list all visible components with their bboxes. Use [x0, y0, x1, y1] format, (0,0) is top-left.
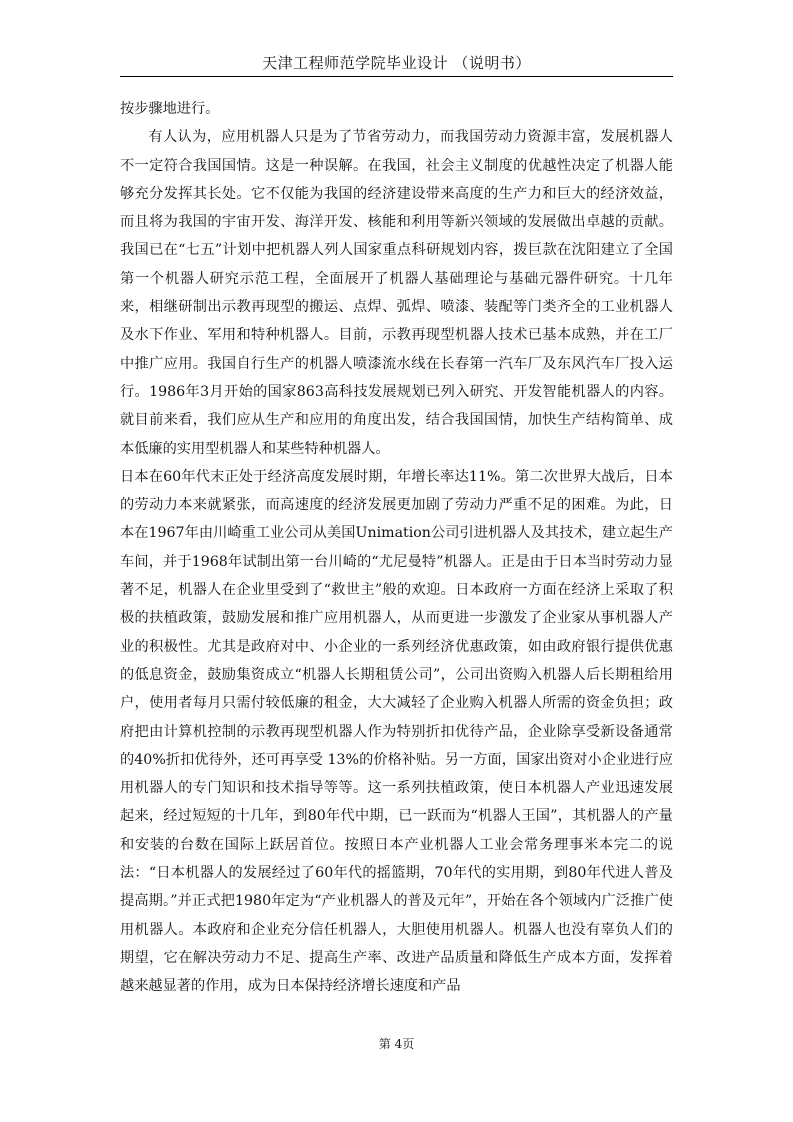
paragraph-china-robotics: 有人认为，应用机器人只是为了节省劳动力，而我国劳动力资源丰富，发展机器人不一定符合我国国情。这是一种误解。在我国，社会主义制度的优越性决定了机器人能够充分发挥其长处。它不仅能为我国的经济建设带来高度的生产力和巨大的经济效益，而且将为我国的宇宙开发、海洋开发、核能和利用等新兴领域的发展做出卓越的贡献。我国已在“七五”计划中把机器人列人国家重点科研规划内容，拨巨款在沈阳建立了全国第一个机器人研究示范工程，全面展开了机器人基础理论与基础元器件研究。十几年来，相继研制出示教再现型的搬运、点焊、弧焊、喷漆、装配等门类齐全的工业机器人及水下作业、军用和特种机器人。目前，示教再现型机器人技术已基本成熟，并在工厂中推广应用。我国自行生产的机器人喷漆流水线在长春第一汽车厂及东风汽车厂投入运行。1986年3月开始的国家863高科技发展规划已列入研究、开发智能机器人的内容。就目前来看，我们应从生产和应用的角度出发，结合我国国情，加快生产结构简单、成本低廉的实用型机器人和某些特种机器人。: [120, 129, 673, 457]
document-body: [120, 95, 673, 1001]
paragraph-continuation: 按步骤地进行。: [120, 101, 220, 117]
header-divider: [120, 76, 673, 77]
paragraph-japan-robotics: 日本在60年代末正处于经济高度发展时期，年增长率达11%。第二次世界大战后，日本的劳动力本来就紧张，而高速度的经济发展更加剧了劳动力严重不足的困难。为此，日本在1967年由川崎重工业公司从美国Unimation公司引进机器人及其技术，建立起生产车间，并于1968年试制出第一台川崎的“尤尼曼特”机器人。正是由于日本当时劳动力显著不足，机器人在企业里受到了“救世主”般的欢迎。日本政府一方面在经济上采取了积极的扶植政策，鼓励发展和推广应用机器人，从而更进一步激发了企业家从事机器人产业的积极性。尤其是政府对中、小企业的一系列经济优惠政策，如由政府银行提供优惠的低息资金，鼓励集资成立“机器人长期租赁公司”，公司出资购入机器人后长期租给用户，使用者每月只需付较低廉的租金，大大减轻了企业购入机器人所需的资金负担；政府把由计算机控制的示教再现型机器人作为特别折扣优待产品，企业除享受新设备通常的40%折扣优待外，还可再享受 13%的价格补贴。另一方面，国家出资对小企业进行应用机器人的专门知识和技术指导等等。这一系列扶植政策，使日本机器人产业迅速发展起来，经过短短的十几年，到80年代中期，已一跃而为“机器人王国”，其机器人的产量和安装的台数在国际上跃居首位。按照日本产业机器人工业会常务理事米本完二的说法：“日本机器人的发展经过了60年代的摇篮期，70年代的实用期，到80年代进人普及提高期。”并正式把1980年定为“产业机器人的普及元年”，开始在各个领域内广泛推广使用机器人。本政府和企业充分信任机器人，大胆使用机器人。机器人也没有辜负人们的期望，它在解决劳动力不足、提高生产率、改进产品质量和降低生产成本方面，发挥着越来越显著的作用，成为日本保持经济增长速度和产品: [120, 468, 673, 995]
page-header-title: 天津工程师范学院毕业设计 （说明书）: [262, 54, 531, 72]
page-number: 第 4页: [378, 1037, 415, 1051]
